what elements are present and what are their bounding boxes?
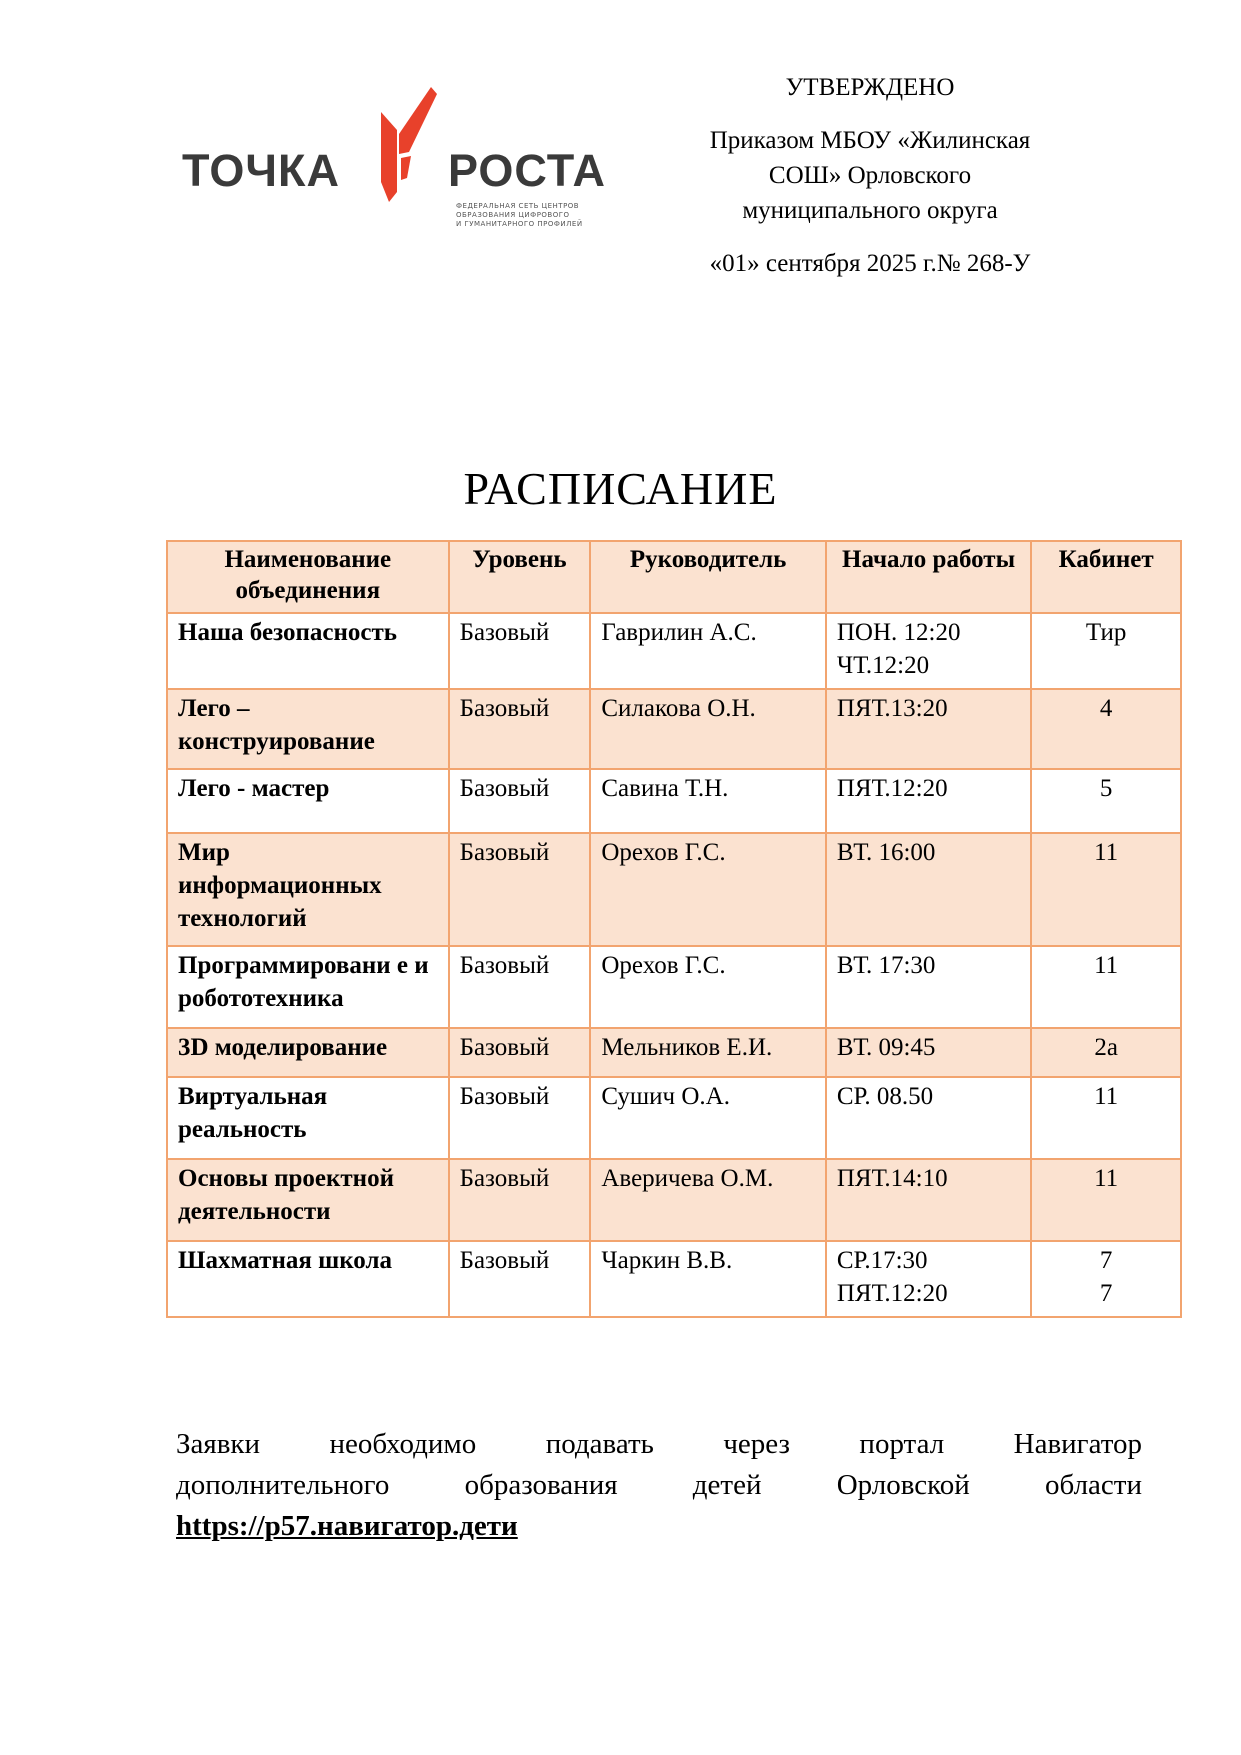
start-time: ВТ. 17:30 [836, 952, 936, 979]
room-number: 2а [1094, 1034, 1118, 1061]
cell-leader: Аверичева О.М. [590, 1159, 826, 1241]
header-name: Наименование объединения [167, 541, 449, 613]
cell-room [1031, 1028, 1181, 1077]
table-row [167, 689, 1181, 769]
cell-room [1031, 689, 1181, 769]
table-row [167, 613, 1181, 689]
tochka-rosta-logo [176, 70, 636, 240]
logo-subtitle-line: ОБРАЗОВАНИЯ ЦИФРОВОГО [456, 211, 570, 219]
start-time: ПОН. 12:20 [836, 619, 961, 646]
logo-subtitle-line: И ГУМАНИТАРНОГО ПРОФИЛЕЙ [456, 220, 583, 228]
start-time: СР.17:30 [836, 1247, 928, 1274]
approval-line: СОШ» Орловского [768, 162, 972, 189]
page-title: РАСПИСАНИЕ [463, 463, 778, 514]
table-row [167, 833, 1181, 946]
cell-name: Лего – конструирование [167, 689, 449, 769]
logo-subtitle [456, 202, 656, 229]
cell-name: 3D моделирование [167, 1028, 449, 1077]
start-time: ПЯТ.12:20 [836, 775, 948, 802]
footer-note [176, 1424, 1142, 1547]
room-number: 7 [1099, 1280, 1113, 1307]
start-time: ВТ. 16:00 [836, 839, 936, 866]
cell-name: Мир информационных технологий [167, 833, 449, 946]
cell-room [1031, 946, 1181, 1028]
start-time: ПЯТ.12:20 [836, 1280, 948, 1307]
start-time: СР. 08.50 [836, 1083, 934, 1110]
cell-level: Базовый [449, 769, 591, 833]
cell-room [1031, 1077, 1181, 1159]
cell-name: Виртуальная реальность [167, 1077, 449, 1159]
cell-level: Базовый [449, 833, 591, 946]
table-row [167, 1077, 1181, 1159]
cell-start [826, 1077, 1031, 1159]
start-time: ЧТ.12:20 [836, 652, 930, 679]
room-number: 11 [1094, 1165, 1119, 1192]
header-leader: Руководитель [590, 541, 826, 613]
start-time: ПЯТ.14:10 [836, 1165, 948, 1192]
cell-room [1031, 833, 1181, 946]
header-level: Уровень [449, 541, 591, 613]
footer-line: Заявки необходимо подавать через портал Навигатор [176, 1428, 1142, 1460]
cell-start [826, 946, 1031, 1028]
approval-line: муниципального округа [742, 197, 998, 224]
table-row [167, 1241, 1181, 1317]
cell-name: Программировани е и робототехника [167, 946, 449, 1028]
table-body [167, 613, 1181, 1317]
room-number: Тир [1085, 619, 1127, 646]
room-number: 7 [1099, 1247, 1113, 1274]
cell-room [1031, 1241, 1181, 1317]
cell-leader: Силакова О.Н. [590, 689, 826, 769]
cell-room [1031, 769, 1181, 833]
cell-start [826, 1241, 1031, 1317]
cell-leader: Мельников Е.И. [590, 1028, 826, 1077]
cell-leader: Сушич О.А. [590, 1077, 826, 1159]
cell-level: Базовый [449, 1241, 591, 1317]
approval-date: «01» сентября 2025 г.№ 268-У [709, 250, 1031, 277]
table-row [167, 1028, 1181, 1077]
cell-level: Базовый [449, 946, 591, 1028]
cell-leader: Чаркин В.В. [590, 1241, 826, 1317]
cell-start [826, 613, 1031, 689]
room-number: 5 [1099, 775, 1113, 802]
cell-level: Базовый [449, 613, 591, 689]
header-room: Кабинет [1031, 541, 1181, 613]
approval-line: Приказом МБОУ «Жилинская [709, 127, 1031, 154]
footer-line: дополнительного образования детей Орловской области [176, 1469, 1142, 1501]
approval-heading: УТВЕРЖДЕНО [785, 74, 955, 101]
logo-left-word: ТОЧКА [182, 145, 340, 196]
table-row [167, 946, 1181, 1028]
cell-start [826, 833, 1031, 946]
cell-room [1031, 613, 1181, 689]
table-header-row [167, 541, 1181, 613]
cell-level: Базовый [449, 1077, 591, 1159]
cell-name: Наша безопасность [167, 613, 449, 689]
approval-block [640, 70, 1100, 281]
cell-start [826, 1159, 1031, 1241]
room-number: 4 [1099, 695, 1113, 722]
start-time: ВТ. 09:45 [836, 1034, 936, 1061]
cell-start [826, 769, 1031, 833]
room-number: 11 [1094, 952, 1119, 979]
cell-room [1031, 1159, 1181, 1241]
table-row [167, 1159, 1181, 1241]
cell-level: Базовый [449, 1028, 591, 1077]
schedule-table [166, 540, 1182, 1318]
cell-leader: Орехов Г.С. [590, 833, 826, 946]
cell-leader: Савина Т.Н. [590, 769, 826, 833]
cell-leader: Гаврилин А.С. [590, 613, 826, 689]
header-start: Начало работы [826, 541, 1031, 613]
logo-right-word: РОСТА [448, 145, 606, 196]
room-number: 11 [1094, 1083, 1119, 1110]
table-row [167, 769, 1181, 833]
navigator-link[interactable]: https://р57.навигатор.дети [176, 1510, 518, 1542]
cell-name: Шахматная школа [167, 1241, 449, 1317]
room-number: 11 [1094, 839, 1119, 866]
cell-name: Основы проектной деятельности [167, 1159, 449, 1241]
cell-leader: Орехов Г.С. [590, 946, 826, 1028]
start-time: ПЯТ.13:20 [836, 695, 948, 722]
logo-subtitle-line: ФЕДЕРАЛЬНАЯ СЕТЬ ЦЕНТРОВ [456, 202, 580, 210]
cell-start [826, 689, 1031, 769]
cell-level: Базовый [449, 1159, 591, 1241]
cell-level: Базовый [449, 689, 591, 769]
cell-name: Лего - мастер [167, 769, 449, 833]
cell-start [826, 1028, 1031, 1077]
logo-flame-icon [371, 82, 441, 202]
